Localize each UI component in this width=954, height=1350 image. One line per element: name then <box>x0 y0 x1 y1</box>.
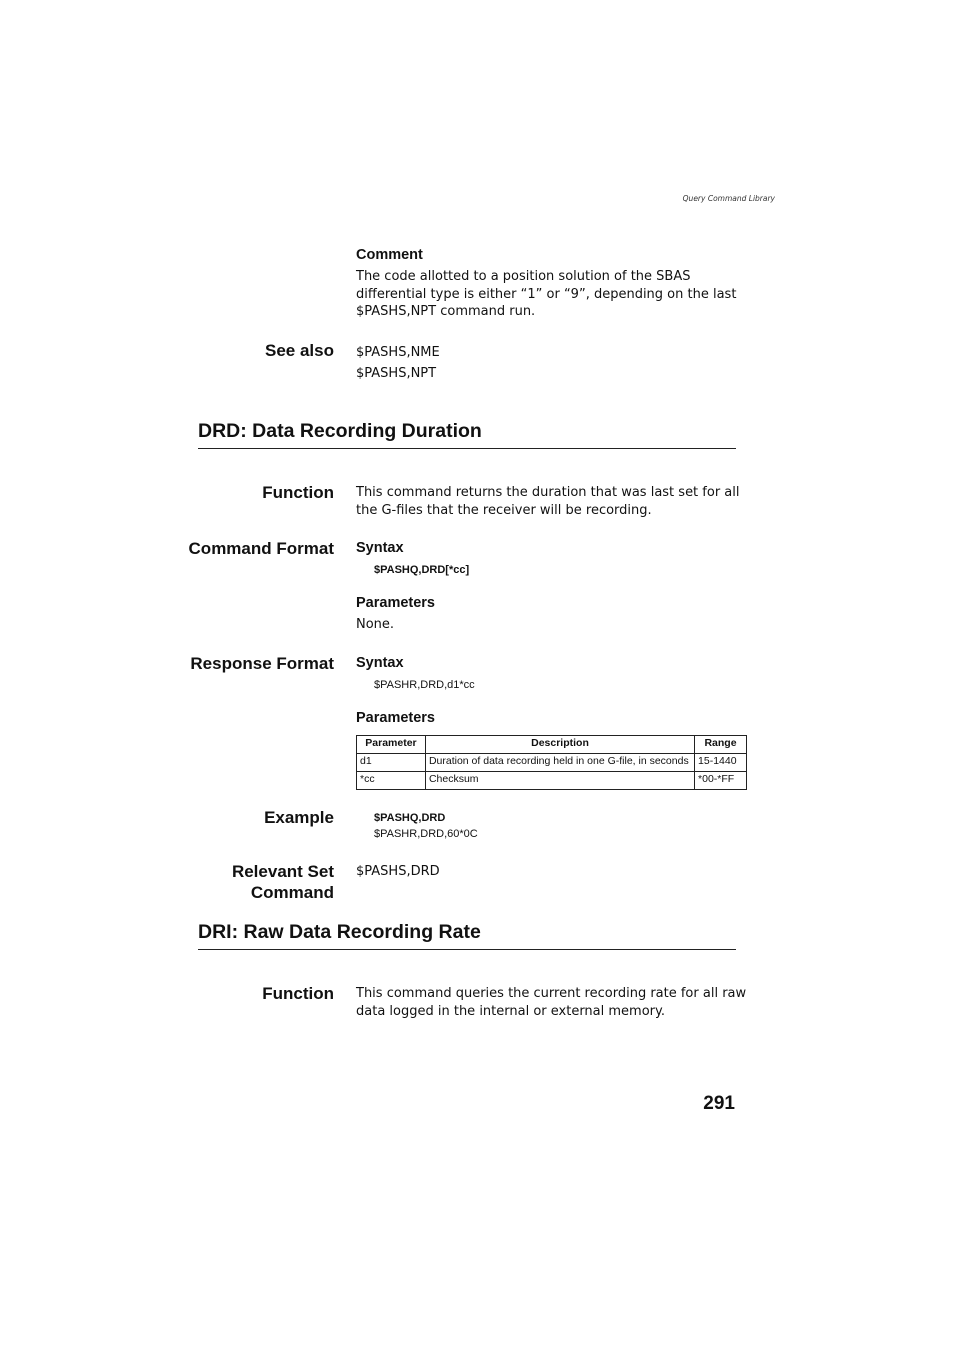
column-header: Description <box>425 736 694 754</box>
function-text <box>356 484 740 519</box>
table-cell: d1 <box>357 754 426 772</box>
table-cell: *00-*FF <box>695 772 747 790</box>
command-parameters-heading: Parameters <box>356 595 435 611</box>
response-syntax-heading: Syntax <box>356 655 404 671</box>
section-title-dri: DRI: Raw Data Recording Rate <box>198 921 736 950</box>
see-also-label: See also <box>265 341 334 360</box>
command-format-label: Command Format <box>188 539 334 558</box>
relevant-set-command-label <box>232 861 334 903</box>
column-header: Parameter <box>357 736 426 754</box>
response-format-label: Response Format <box>190 654 334 673</box>
table-cell: Checksum <box>425 772 694 790</box>
table-row <box>357 772 747 790</box>
example-label: Example <box>264 808 334 827</box>
see-also-item: $PASHS,NPT <box>356 366 437 381</box>
table-header-row <box>357 736 747 754</box>
see-also-list <box>356 342 440 384</box>
page-number: 291 <box>703 1093 735 1114</box>
comment-line: The code allotted to a position solution of the SBAS <box>356 269 691 284</box>
function-label: Function <box>262 984 334 1003</box>
comment-heading: Comment <box>356 247 423 263</box>
response-parameters-heading: Parameters <box>356 710 435 726</box>
example-query: $PASHQ,DRD <box>374 812 446 824</box>
table-cell: 15-1440 <box>695 754 747 772</box>
column-header: Range <box>695 736 747 754</box>
see-also-item: $PASHS,NME <box>356 345 440 360</box>
comment-text <box>356 268 736 321</box>
relevant-set-command: $PASHS,DRD <box>356 864 440 879</box>
response-syntax: $PASHR,DRD,d1*cc <box>374 679 475 691</box>
example-response: $PASHR,DRD,60*0C <box>374 828 478 840</box>
section-title-drd: DRD: Data Recording Duration <box>198 420 736 449</box>
table-row <box>357 754 747 772</box>
parameters-table <box>356 735 747 790</box>
function-line: the G-files that the receiver will be recording. <box>356 502 652 518</box>
command-parameters: None. <box>356 617 395 632</box>
function-line: data logged in the internal or external memory. <box>356 1003 665 1019</box>
function-text <box>356 985 746 1020</box>
function-label: Function <box>262 483 334 502</box>
table-cell: Duration of data recording held in one G-file, in seconds <box>425 754 694 772</box>
command-syntax: $PASHQ,DRD[*cc] <box>374 564 470 576</box>
command-syntax-heading: Syntax <box>356 540 404 556</box>
running-header: Query Command Library <box>682 194 775 203</box>
function-line: This command queries the current recording rate for all raw <box>356 986 747 1001</box>
table-cell: *cc <box>357 772 426 790</box>
comment-line: $PASHS,NPT command run. <box>356 304 536 319</box>
relevant-label-line: Command <box>250 883 334 902</box>
relevant-label-line: Relevant Set <box>231 862 334 881</box>
function-line: This command returns the duration that was last set for all <box>356 485 740 500</box>
comment-line: differential type is either “1” or “9”, depending on the last <box>356 286 737 302</box>
